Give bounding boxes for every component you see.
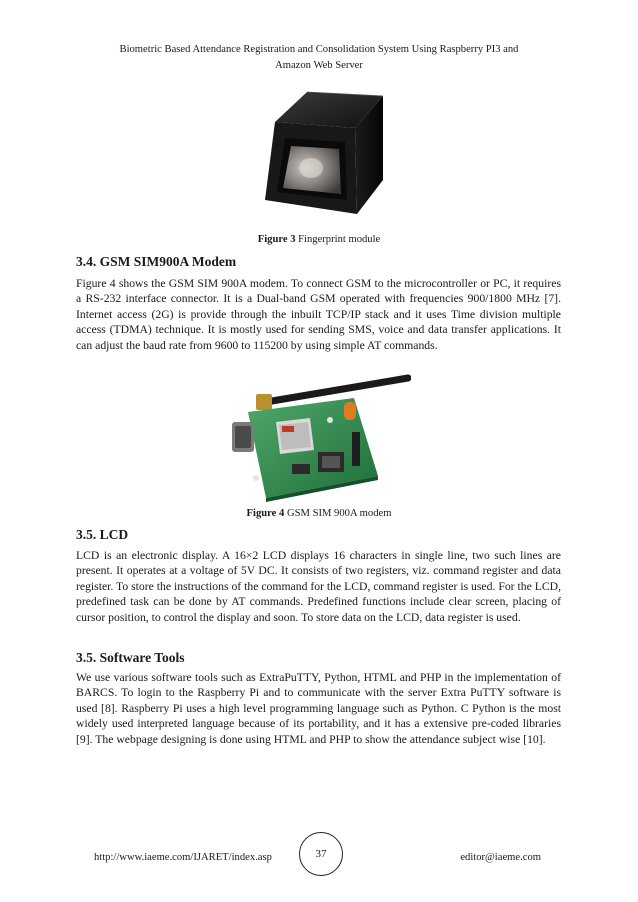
figure4-caption-text: GSM SIM 900A modem	[284, 508, 392, 519]
gsm-modem-image	[226, 368, 411, 508]
running-header	[80, 42, 558, 74]
section-software-tools-paragraph: We use various software tools such as ExtraPuTTY, Python, HTML and PHP in the implementation of BARCS. To login to the Raspberry Pi and to communicate with the server Extra PuTTY software is used [8]. Raspberry Pi uses a high level programming language such as Python. C Python is the most widely used interpreted language because of its portability, and it has a extensive pre-coded libraries [9]. The webpage designing is done using HTML and PHP to show the attendance subject wise [10].	[76, 671, 561, 746]
section-3-5-lcd-heading: 3.5. LCD	[76, 527, 129, 542]
footer-email-link[interactable]: editor@iaeme.com	[460, 852, 541, 863]
figure3-caption	[0, 234, 638, 245]
fingerprint-module-image	[255, 82, 390, 222]
page-footer	[0, 848, 638, 876]
section-3-4-paragraph: Figure 4 shows the GSM SIM 900A modem. To connect GSM to the microcontroller or PC, it requires a RS-232 interface connector. It is a Dual-band GSM operated with frequencies 900/1800 MHz [7]. Internet access (2G) is provide through the inbuilt TCP/IP stack and it uses Time division multiple access (TDMA) technique. It is mostly used for sending SMS, voice and data transfer applications. It can adjust the baud rate from 9600 to 115200 by using simple AT commands.	[76, 277, 561, 352]
section-3-5-lcd-paragraph: LCD is an electronic display. A 16×2 LCD displays 16 characters in single line, two such lines are present. It operates at a voltage of 5V DC. It consists of two registers, viz. command register and data register. To store the instructions of the command for the LCD, command register is used. For the LCD, predefined task can be done by AT commands. Predefined functions include clear screen, placing of cursor position, to control the display and soon. To store data on the LCD, data register is used.	[76, 549, 561, 624]
header-title-line2: Amazon Web Server	[275, 60, 363, 71]
figure4-label: Figure 4	[246, 508, 285, 519]
section-software-tools-heading: 3.5. Software Tools	[76, 650, 185, 665]
figure4-caption	[0, 508, 638, 519]
page-number: 37	[299, 832, 343, 876]
section-3-4-heading: 3.4. GSM SIM900A Modem	[76, 254, 237, 269]
figure3-caption-text: Fingerprint module	[295, 234, 381, 245]
figure3-label: Figure 3	[257, 234, 296, 245]
header-title-line1: Biometric Based Attendance Registration and Consolidation System Using Raspberry PI3 and	[119, 44, 519, 55]
footer-url-link[interactable]: http://www.iaeme.com/IJARET/index.asp	[94, 852, 272, 863]
